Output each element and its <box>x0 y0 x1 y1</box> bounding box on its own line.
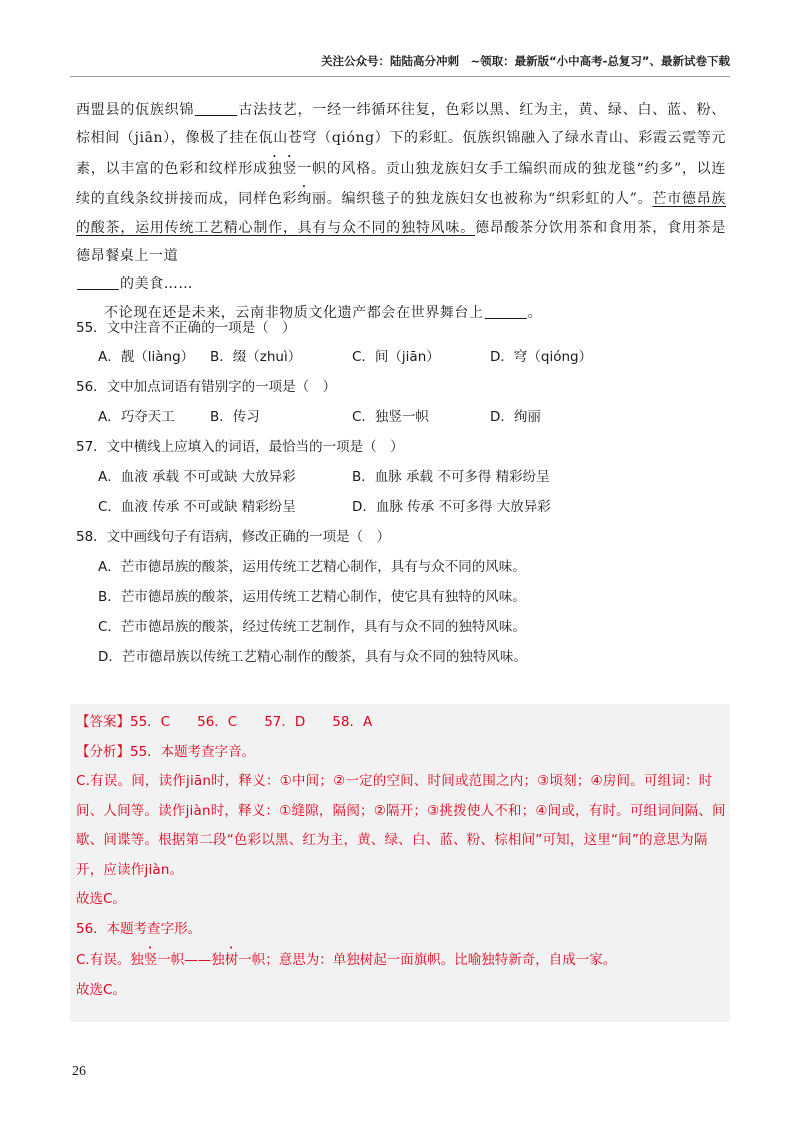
passage-text: 西盟县的佤族织锦 <box>76 102 195 118</box>
page-number: 26 <box>72 1064 86 1079</box>
option-a[interactable]: A．靓（liàng） <box>98 349 195 365</box>
dotted-word: 树 <box>224 952 239 968</box>
option-c[interactable]: C．间（jiān） <box>352 349 440 365</box>
analysis-56-title: 56．本题考查字形。 <box>76 920 202 937</box>
page-header: 关注公众号：陆陆高分冲刺 ~领取：最新版“小中高考-总复习”、最新试卷下载 <box>320 54 730 68</box>
question-55-stem: 55．文中注音不正确的一项是（ ） <box>76 320 296 336</box>
analysis-55-body: C.有误。间，读作jiān时，释义：①中间；②一定的空间、时间或范围之内；③顷刻；④房间。可组词：时间、人间等。读作jiàn时，释义：①缝隙，隔阂；②隔开；③挑拨使人不和；④间或，有时。可组词间隔、间歇、间谍等。根据第二段“色彩以黑、红为主，黄、绿、白、蓝、粉、棕相间”可知，这里“间”的意思为隔开，应读作jiàn。 <box>76 773 726 878</box>
passage-text: 德昂酸茶分饮用茶和食用茶，食用茶是德昂餐桌上一道 <box>76 219 726 265</box>
option-a[interactable]: A．巧夺天工 <box>98 409 175 425</box>
reading-passage <box>76 96 726 327</box>
option-a[interactable]: A．芒市德昂族的酸茶，运用传统工艺精心制作，具有与众不同的风味。 <box>98 559 526 575</box>
passage-text: 的美食…… <box>120 276 193 293</box>
header-divider <box>70 76 730 77</box>
option-c[interactable]: C．芒市德昂族的酸茶，经过传统工艺制作，具有与众不同的独特风味。 <box>98 619 526 635</box>
analysis-label: 【分析】 <box>76 743 130 760</box>
answer-label: 【答案】 <box>76 714 130 730</box>
analysis-line <box>76 738 726 768</box>
passage-text: 不论现在还是未来，云南非物质文化遗产都会在世界舞台上 <box>104 304 484 321</box>
fill-blank-1 <box>195 101 237 116</box>
passage-text: 古法技艺，一经一纬循环往复，色彩以黑、红为主，黄、绿、白、蓝、粉、棕相间（jiān），像极了挂在佤山苍穹（qióng）下的彩虹。佤族织锦融入了绿水青山、彩霞云霓等元素，以丰富的色彩和纹样形成 <box>76 102 726 177</box>
question-55-options <box>76 342 726 372</box>
option-b[interactable]: B．缀（zhuì） <box>210 349 302 365</box>
option-b[interactable]: B．血脉 承载 不可多得 精彩纷呈 <box>352 469 550 485</box>
option-a[interactable]: A．血液 承载 不可或缺 大放异彩 <box>98 469 296 485</box>
conclusion-55: 故选C。 <box>76 891 126 907</box>
conclusion-56: 故选C。 <box>76 981 126 998</box>
option-b[interactable]: B．芒市德昂族的酸茶，运用传统工艺精心制作，使它具有独特的风味。 <box>98 589 526 605</box>
option-d[interactable]: D．血脉 传承 不可多得 大放异彩 <box>352 499 551 515</box>
dotted-word: 绚 <box>297 191 313 208</box>
question-58-stem: 58．文中画线句子有语病，修改正确的一项是（ ） <box>76 529 391 545</box>
question-56-options <box>76 402 726 432</box>
question-list <box>76 312 726 672</box>
question-57-options-cd <box>76 492 726 522</box>
passage-text: 丽。编织毯子的独龙族妇女也被称为“织彩虹的人”。 <box>312 191 653 208</box>
dotted-word: 独竖 <box>267 160 298 177</box>
dotted-word: 竖 <box>143 952 158 968</box>
answer-line <box>76 708 726 738</box>
option-d[interactable]: D．绚丽 <box>490 409 541 425</box>
question-57-stem: 57．文中横线上应填入的词语，最恰当的一项是（ ） <box>76 439 404 455</box>
analysis-55-title: 55．本题考查字音。 <box>130 743 256 760</box>
passage-text: 一帜的风格。贡山独龙族妇女手工编织而成的独龙毯“约多”，以连续的直线条纹拼接而成，同样色彩 <box>76 160 727 208</box>
fill-blank-3 <box>77 275 119 290</box>
option-d[interactable]: D．芒市德昂族以传统工艺精心制作的酸茶，具有与众不同的独特风味。 <box>98 649 527 665</box>
option-c[interactable]: C．血液 传承 不可或缺 精彩纷呈 <box>98 499 296 515</box>
passage-text: 。 <box>527 304 543 321</box>
answer-values: 55．C 56．C 57．D 58．A <box>130 714 373 730</box>
analysis-56-body: C.有误。独竖一帜——独树一帜；意思为：单独树起一面旗帜。比喻独特新奇，自成一家。 <box>76 952 617 968</box>
option-c[interactable]: C．独竖一帜 <box>352 409 429 425</box>
passage-paragraph-1 <box>76 96 726 299</box>
question-56-stem: 56．文中加点词语有错别字的一项是（ ） <box>76 379 337 395</box>
option-d[interactable]: D．穹（qióng） <box>490 349 593 365</box>
underlined-sentence: 芒市德昂族的酸茶，运用传统工艺精心制作，具有与众不同的独特风味。 <box>76 191 727 236</box>
question-57-options-ab <box>76 462 726 492</box>
answer-section <box>76 708 726 1005</box>
dotted-word: 不正确 <box>160 320 202 336</box>
option-b[interactable]: B．传习 <box>210 409 260 425</box>
